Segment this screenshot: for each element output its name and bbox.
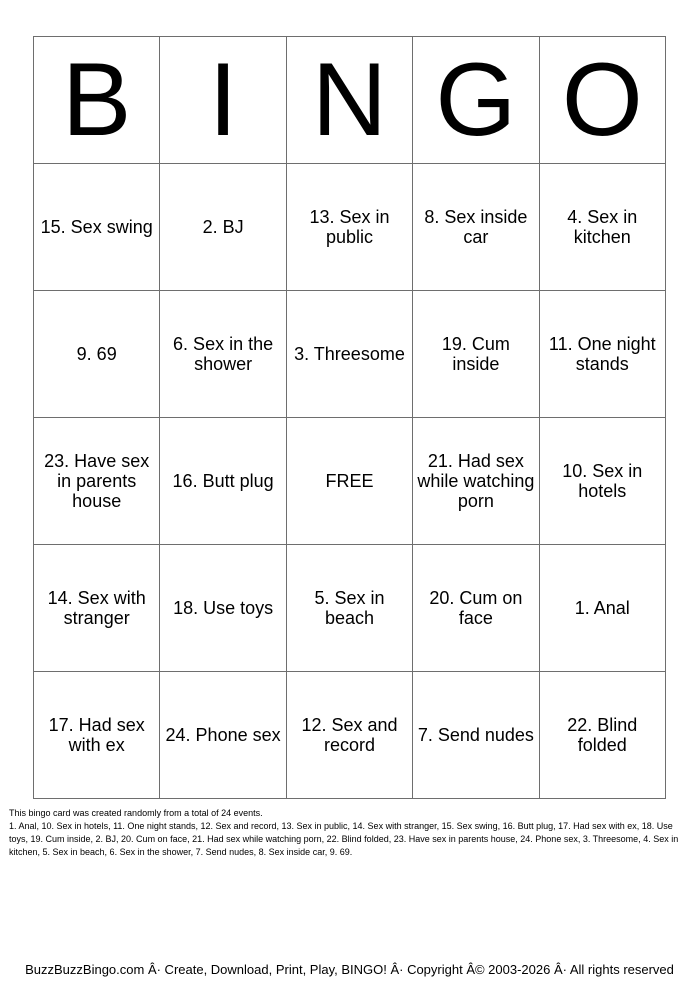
header-letter-b: B: [34, 37, 160, 164]
bingo-cell: 2. BJ: [160, 164, 286, 291]
card-summary: This bingo card was created randomly from a total of 24 events.: [9, 808, 263, 818]
bingo-row: [34, 164, 666, 291]
bingo-cell: 20. Cum on face: [413, 545, 539, 672]
bingo-cell: 21. Had sex while watching porn: [413, 418, 539, 545]
bingo-cell: 17. Had sex with ex: [34, 672, 160, 799]
bingo-cell: 24. Phone sex: [160, 672, 286, 799]
bingo-row: [34, 291, 666, 418]
header-letter-g: G: [413, 37, 539, 164]
header-letter-n: N: [286, 37, 412, 164]
bingo-cell: 19. Cum inside: [413, 291, 539, 418]
bingo-cell: 3. Threesome: [286, 291, 412, 418]
bingo-cell: 22. Blind folded: [539, 672, 665, 799]
bingo-cell: 16. Butt plug: [160, 418, 286, 545]
bingo-card: [33, 36, 666, 799]
free-space-cell: FREE: [286, 418, 412, 545]
bingo-cell: 4. Sex in kitchen: [539, 164, 665, 291]
copyright-footer: BuzzBuzzBingo.com Â· Create, Download, Print, Play, BINGO! Â· Copyright Â© 2003-2026 Â· All rights reserved: [25, 962, 674, 977]
bingo-cell: 7. Send nudes: [413, 672, 539, 799]
event-list: 1. Anal, 10. Sex in hotels, 11. One night stands, 12. Sex and record, 13. Sex in public, 14. Sex with stranger, 15. Sex swing, 16. Butt plug, 17. Had sex with ex, 18. Use toys, 19. Cum inside, 2. BJ, 20. Cum on face, 21. Had sex while watching porn, 22. Blind folded, 23. Have sex in parents house, 24. Phone sex, 3. Threesome, 4. Sex in kitchen, 5. Sex in beach, 6. Sex in the shower, 7. Send nudes, 8. Sex inside car, 9. 69.: [9, 821, 679, 857]
bingo-cell: 13. Sex in public: [286, 164, 412, 291]
bingo-cell: 15. Sex swing: [34, 164, 160, 291]
bingo-cell: 23. Have sex in parents house: [34, 418, 160, 545]
card-notes: [9, 807, 692, 859]
bingo-header-row: [34, 37, 666, 164]
bingo-cell: 1. Anal: [539, 545, 665, 672]
bingo-cell: 18. Use toys: [160, 545, 286, 672]
bingo-cell: 10. Sex in hotels: [539, 418, 665, 545]
bingo-row: [34, 545, 666, 672]
header-letter-i: I: [160, 37, 286, 164]
bingo-cell: 8. Sex inside car: [413, 164, 539, 291]
bingo-cell: 6. Sex in the shower: [160, 291, 286, 418]
bingo-row: [34, 672, 666, 799]
header-letter-o: O: [539, 37, 665, 164]
bingo-cell: 9. 69: [34, 291, 160, 418]
bingo-cell: 11. One night stands: [539, 291, 665, 418]
bingo-row: [34, 418, 666, 545]
bingo-cell: 14. Sex with stranger: [34, 545, 160, 672]
bingo-cell: 5. Sex in beach: [286, 545, 412, 672]
bingo-cell: 12. Sex and record: [286, 672, 412, 799]
